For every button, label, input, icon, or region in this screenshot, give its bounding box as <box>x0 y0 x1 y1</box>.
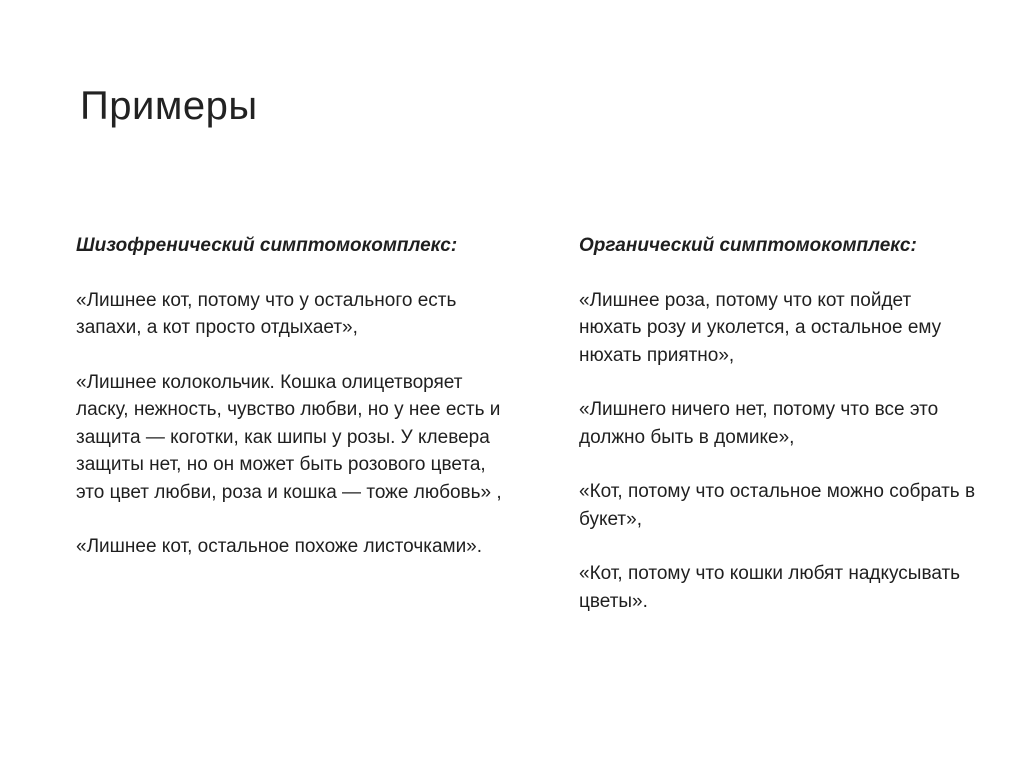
right-quote: «Кот, потому что кошки любят надкусывать цветы». <box>579 563 961 612</box>
right-column <box>579 232 979 642</box>
right-quote: «Кот, потому что остальное можно собрать в букет», <box>579 481 976 530</box>
left-quote: «Лишнее колокольчик. Кошка олицетворяет ласку, нежность, чувство любви, но у нее есть и защита — коготки, как шипы у розы. У клевера защиты нет, но он может быть розового цвета, это цвет любви, роза и кошка — тоже любовь» , <box>76 371 502 503</box>
right-quote: «Лишнее роза, потому что кот пойдет нюхать розу и уколется, а остальное ему нюхать приятно», <box>579 289 942 366</box>
left-column-heading: Шизофренический симптомокомплекс: <box>76 235 458 256</box>
slide-title: Примеры <box>80 84 258 128</box>
right-column-heading: Органический симптомокомплекс: <box>579 235 917 256</box>
left-quote: «Лишнее кот, остальное похоже листочками». <box>76 536 483 557</box>
right-quote: «Лишнего ничего нет, потому что все это должно быть в домике», <box>579 399 939 448</box>
left-column <box>76 232 516 588</box>
left-quote: «Лишнее кот, потому что у остального есть запахи, а кот просто отдыхает», <box>76 289 457 338</box>
